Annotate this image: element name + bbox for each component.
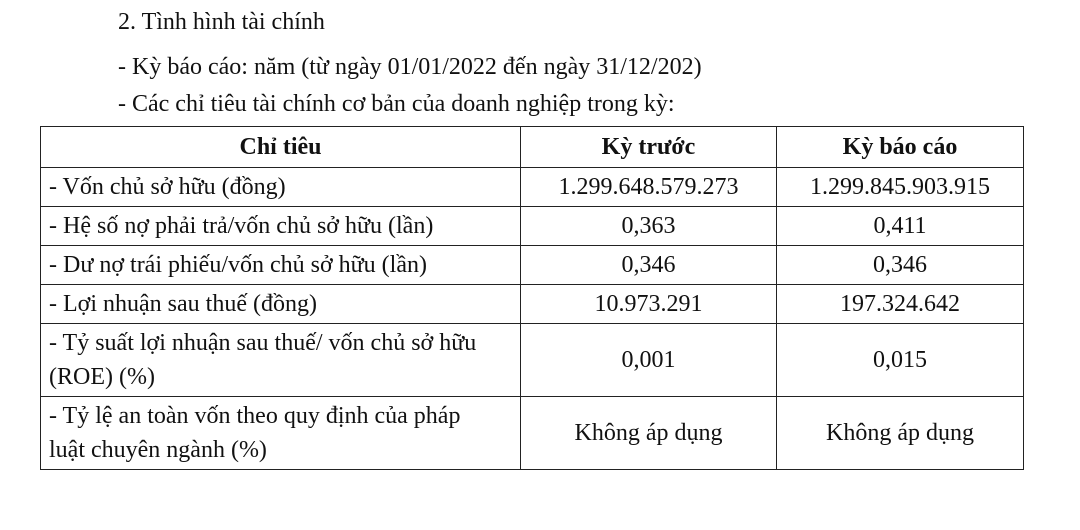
row-label: - Lợi nhuận sau thuế (đồng)	[41, 285, 521, 324]
header-previous-period: Kỳ trước	[521, 127, 777, 168]
row-label: - Dư nợ trái phiếu/vốn chủ sở hữu (lần)	[41, 246, 521, 285]
row-prev-value: 0,001	[521, 324, 777, 397]
header-reporting-period: Kỳ báo cáo	[777, 127, 1024, 168]
row-current-value: 197.324.642	[777, 285, 1024, 324]
row-label-line: (ROE) (%)	[49, 364, 155, 390]
table-row	[41, 207, 1024, 246]
row-current-value: Không áp dụng	[777, 397, 1024, 470]
row-label: - Vốn chủ sở hữu (đồng)	[41, 168, 521, 207]
row-current-value: 0,346	[777, 246, 1024, 285]
table-row	[41, 246, 1024, 285]
table-row	[41, 168, 1024, 207]
indicators-intro: - Các chỉ tiêu tài chính cơ bản của doanh nghiệp trong kỳ:	[118, 91, 675, 117]
row-current-value: 0,015	[777, 324, 1024, 397]
row-label-line: - Tỷ suất lợi nhuận sau thuế/ vốn chủ sở hữu	[49, 330, 477, 356]
header-indicator: Chỉ tiêu	[41, 127, 521, 168]
table-header-row	[41, 127, 1024, 168]
reporting-period: - Kỳ báo cáo: năm (từ ngày 01/01/2022 đến ngày 31/12/202)	[118, 54, 702, 80]
row-prev-value: 10.973.291	[521, 285, 777, 324]
row-prev-value: 1.299.648.579.273	[521, 168, 777, 207]
row-label	[41, 397, 521, 470]
table-row	[41, 397, 1024, 470]
row-current-value: 1.299.845.903.915	[777, 168, 1024, 207]
row-label: - Hệ số nợ phải trả/vốn chủ sở hữu (lần)	[41, 207, 521, 246]
row-label-line: - Tỷ lệ an toàn vốn theo quy định của pháp	[49, 403, 461, 429]
section-heading: 2. Tình hình tài chính	[118, 9, 325, 35]
row-prev-value: Không áp dụng	[521, 397, 777, 470]
row-label-line: luật chuyên ngành (%)	[49, 437, 267, 463]
table-row	[41, 285, 1024, 324]
row-label	[41, 324, 521, 397]
table-row	[41, 324, 1024, 397]
row-current-value: 0,411	[777, 207, 1024, 246]
row-prev-value: 0,363	[521, 207, 777, 246]
row-prev-value: 0,346	[521, 246, 777, 285]
financial-indicators-table	[40, 126, 1024, 470]
